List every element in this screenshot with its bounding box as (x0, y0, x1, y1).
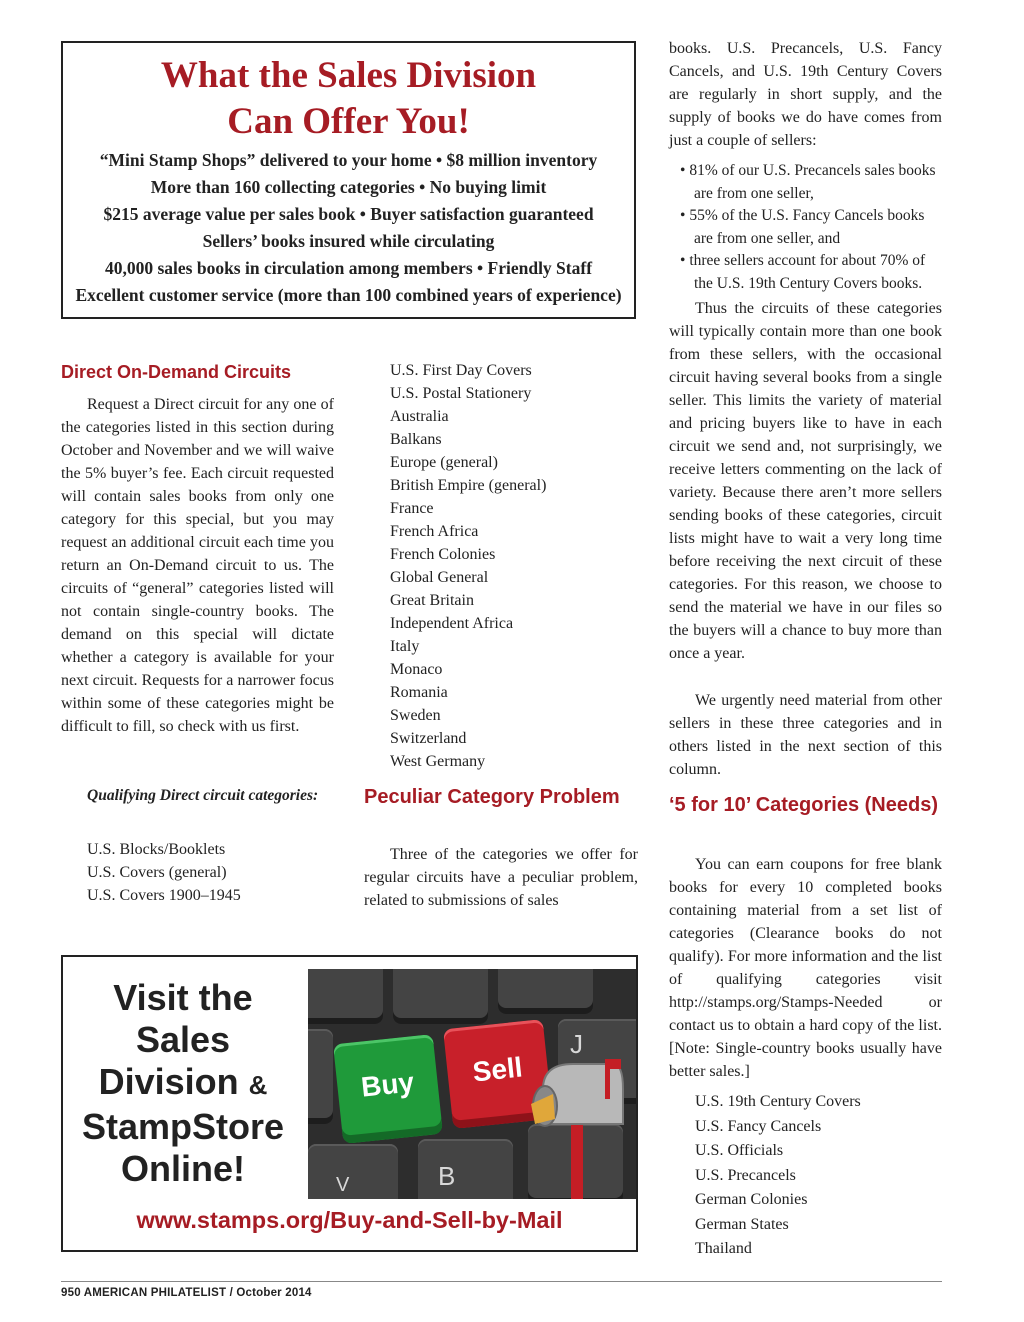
list-item: Switzerland (390, 730, 467, 747)
list-item: U.S. Covers 1900–1945 (87, 887, 241, 904)
list-item: Europe (general) (390, 454, 498, 471)
list-item: French Colonies (390, 546, 496, 563)
ad-line: Online! (121, 1148, 245, 1189)
page-footer: 950 AMERICAN PHILATELIST / October 2014 (61, 1287, 312, 1299)
list-item: West Germany (390, 753, 486, 770)
list-item: Italy (390, 638, 420, 655)
keyboard-key (308, 1144, 398, 1199)
list-item: U.S. Officials (695, 1142, 784, 1159)
keyboard-key (393, 969, 488, 1024)
offer-lines (63, 147, 634, 309)
offer-line: 40,000 sales books in circulation among members • Friendly Staff (104, 258, 593, 278)
list-item: Thailand (695, 1240, 752, 1257)
ad-headline (63, 977, 303, 1190)
peculiar-category-heading: Peculiar Category Problem (364, 786, 620, 808)
list-item: U.S. First Day Covers (390, 362, 532, 379)
key-letter-b: B (438, 1161, 456, 1191)
key-letter-j: J (570, 1029, 583, 1059)
list-item: U.S. 19th Century Covers (695, 1093, 861, 1110)
ad-line: Division (98, 1061, 239, 1102)
qualifying-categories-list-1 (87, 838, 241, 907)
bullet-item: • three sellers account for about 70% of the U.S. 19th Century Covers books. (680, 252, 926, 292)
continuation-paragraph: books. U.S. Precancels, U.S. Fancy Cancels, and U.S. 19th Century Covers are regularly in short supply, and the supply of books we do have comes from just a couple of sellers: (669, 40, 942, 149)
offer-line: More than 160 collecting categories • No buying limit (150, 177, 547, 197)
list-item: British Empire (general) (390, 477, 547, 494)
direct-circuits-paragraph: Request a Direct circuit for any one of the categories listed in this section during October and November and we will waive the 5% buyer’s fee. Each circuit requested will contain sales books from only one category for this special, but you may request an additional circuit each time you return an On-Demand circuit to us. The circuits of “general” categories listed will not contain single-country books. The demand on this special will dictate whether a category is available for your next circuit. Requests for a narrower focus within some of these categories might be difficult to fill, so check with us first. (61, 396, 334, 735)
bullet-text: 55% of the U.S. Fancy Cancels books are from one seller, and (689, 207, 925, 247)
supply-bullets (669, 160, 942, 295)
urgent-paragraph: We urgently need material from other sellers in these three categories and in others listed in the next section of this column. (669, 692, 942, 778)
offer-title-line2: Can Offer You! (227, 101, 470, 142)
list-item: German States (695, 1215, 789, 1233)
five-for-ten-paragraph: You can earn coupons for free blank books for every 10 completed books containing material from a set list of categories (Clearance books do not qualify). For more information and the list of qualifying categories visit http://stamps.org/Stamps-Needed or contact us to obtain a hard copy of the list. [Note: Single-country books usually have better sales.] (669, 856, 942, 1080)
list-item: France (390, 500, 434, 517)
offer-line: Sellers’ books insured while circulating (202, 231, 495, 251)
peculiar-category-paragraph: Three of the categories we offer for regular circuits have a peculiar problem, related to submissions of sales (364, 846, 638, 909)
keyboard-key (308, 1029, 333, 1124)
direct-circuits-heading: Direct On-Demand Circuits (61, 362, 292, 382)
offer-title-line1: What the Sales Division (160, 55, 537, 96)
list-item: U.S. Covers (general) (87, 864, 227, 881)
buy-key-label: Buy (359, 1066, 416, 1103)
list-item: Australia (390, 408, 449, 425)
list-item: U.S. Postal Stationery (390, 385, 532, 402)
ad-url-link[interactable]: www.stamps.org/Buy-and-Sell-by-Mail (136, 1207, 563, 1233)
keyboard-key (498, 969, 593, 1014)
list-item: Independent Africa (390, 615, 514, 632)
list-item: U.S. Fancy Cancels (695, 1117, 822, 1135)
list-item: U.S. Precancels (695, 1166, 796, 1184)
keyboard-image (308, 969, 636, 1199)
list-item: Sweden (390, 707, 441, 724)
buy-key (333, 1034, 443, 1144)
ad-line: Sales (135, 1019, 231, 1060)
ad-line: StampStore (81, 1106, 285, 1147)
ad-ampersand: & (248, 1070, 268, 1100)
needs-categories-list (695, 1090, 861, 1262)
keyboard-key (308, 969, 383, 1024)
list-item: U.S. Blocks/Booklets (87, 841, 226, 858)
offer-title (63, 53, 634, 145)
stampstore-ad (61, 955, 638, 1252)
thus-paragraph: Thus the circuits of these categories will typically contain more than one book from these sellers, with the occasional circuit having several books from a single seller. This limits the variety of material and pricing buyers like to have in each circuit we send and, not surprisingly, we receive letters commenting on the lack of variety. Because there aren’t more sellers sending books of these categories, circuit lists might have to wait a very long time before receiving the next circuit of these categories. For this reason, we choose to send the material we have in our files so the buyers will a chance to buy more than once a year. (669, 300, 942, 662)
offer-box (61, 41, 636, 319)
mailbox-icon (523, 1049, 633, 1199)
five-for-ten-heading: ‘5 for 10’ Categories (Needs) (669, 794, 938, 816)
offer-line: $215 average value per sales book • Buyer satisfaction guaranteed (103, 204, 594, 224)
bullet-text: 81% of our U.S. Precancels sales books are from one seller, (689, 162, 936, 202)
qualifying-categories-list-2 (390, 359, 546, 773)
sell-key-label: Sell (471, 1051, 524, 1088)
ad-line-division (63, 1061, 303, 1106)
list-item: Romania (390, 684, 448, 701)
offer-line: Excellent customer service (more than 100 combined years of experience) (75, 285, 622, 305)
list-item: Global General (390, 569, 489, 586)
list-item: Great Britain (390, 592, 474, 609)
bullet-item: • 81% of our U.S. Precancels sales books are from one seller, (680, 162, 936, 202)
footer-divider (61, 1281, 942, 1282)
bullet-text: three sellers account for about 70% of the U.S. 19th Century Covers books. (689, 252, 926, 292)
ad-line: Visit the (113, 977, 253, 1018)
list-item: German Colonies (695, 1191, 808, 1208)
list-item: Monaco (390, 661, 443, 678)
offer-line: “Mini Stamp Shops” delivered to your home • $8 million inventory (99, 150, 598, 170)
list-item: Balkans (390, 431, 442, 448)
keyboard-key (418, 1139, 513, 1199)
bullet-item: • 55% of the U.S. Fancy Cancels books are from one seller, and (680, 207, 925, 247)
qualifying-label: Qualifying Direct circuit categories: (87, 787, 319, 804)
key-letter-v: V (336, 1174, 350, 1196)
list-item: French Africa (390, 523, 479, 540)
